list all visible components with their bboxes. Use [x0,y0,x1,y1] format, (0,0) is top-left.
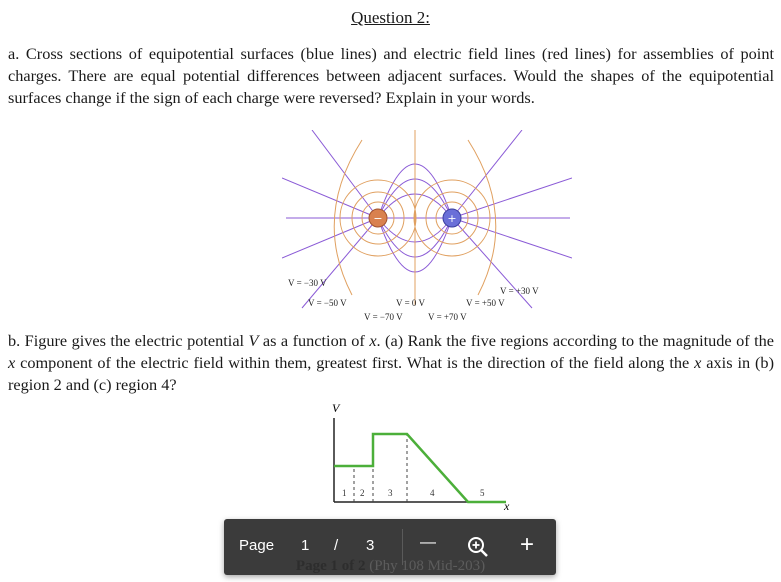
label-plus-70: V = +70 V [428,312,467,322]
label-minus-70: V = −70 V [364,312,403,322]
label-plus-50: V = +50 V [466,298,505,308]
question-title: Question 2: [351,8,430,27]
label-minus-30: V = −30 V [288,278,327,288]
label-zero: V = 0 V [396,298,425,308]
label-minus-50: V = −50 V [308,298,347,308]
part-b-text: b. Figure gives the electric potential V as a function of x. (a) Rank the five regions according to the magnitude of the x component of the electric field within them, greatest first. What is the direction of the field along the x axis in (b) region 2 and (c) region 4? [8,331,774,394]
region-4: 4 [430,488,435,498]
zoom-in-button[interactable]: + [520,531,535,558]
region-2: 2 [360,488,365,498]
equipotential-figure [282,130,572,325]
svg-text:−: − [373,212,383,225]
zoom-out-button[interactable]: — [420,534,436,551]
page-footer: Page 1 of 2 (Phy 108 Mid-203) [295,558,486,574]
region-1: 1 [342,488,347,498]
region-3: 3 [388,488,393,498]
svg-text:x: x [504,499,510,513]
region-5: 5 [480,488,485,498]
part-a-text: a. Cross sections of equipotential surfaces (blue lines) and electric field lines (red lines) for assemblies of point charges. There are equal potential differences between adjacent surfaces. Would the shapes of the equipotential surfaces change if the sign of each charge were reversed? Explain in your words. [8,44,774,107]
current-page-input[interactable]: 1 [301,537,310,554]
total-pages: 3 [366,537,375,554]
potential-graph [318,398,518,518]
svg-text:V: V [332,401,340,415]
page-label: Page [239,537,275,554]
page-separator: / [334,537,339,554]
label-plus-30: V = +30 V [500,286,539,296]
svg-text:+: + [447,212,457,225]
